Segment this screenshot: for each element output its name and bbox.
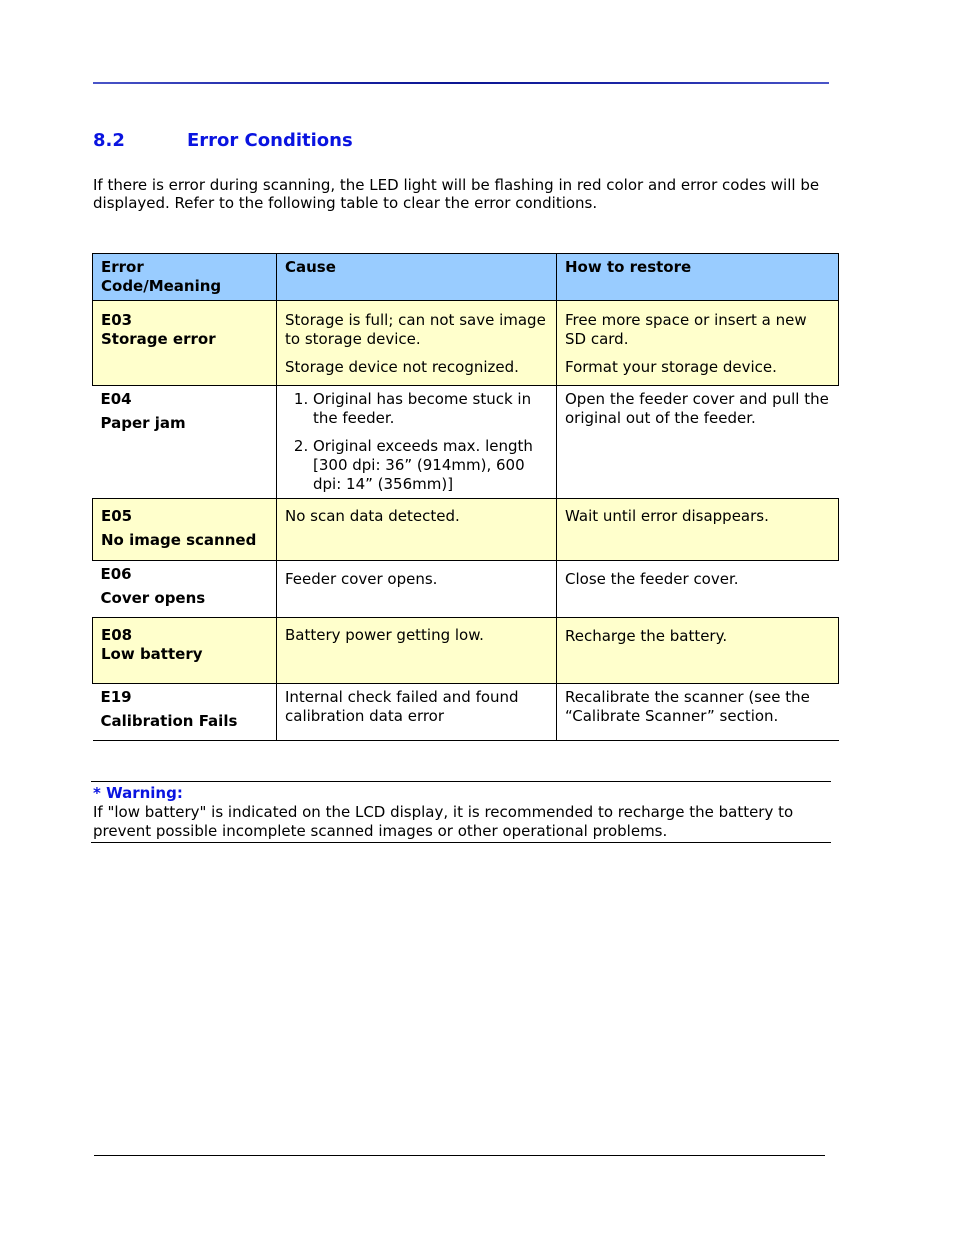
list-item: 1. Original has become stuck in the feeder. [313, 390, 548, 428]
error-code: E03 [101, 311, 133, 329]
header-how-to-restore: How to restore [557, 254, 839, 301]
restore-text: Open the feeder cover and pull the original out of the feeder. [565, 390, 829, 427]
cause-text: Feeder cover opens. [285, 570, 438, 588]
cause-cell [277, 499, 557, 561]
cause-list [285, 390, 548, 494]
section-number: 8.2 [93, 130, 125, 151]
cause-text: Internal check failed and found calibration data error [285, 688, 519, 725]
table-row-e04 [93, 386, 839, 499]
table-row-e19 [93, 684, 839, 741]
restore-cell [557, 618, 839, 684]
cause-cell [277, 618, 557, 684]
cause-cell [277, 301, 557, 386]
error-meaning: Calibration Fails [100, 712, 238, 730]
error-code: E04 [100, 390, 132, 408]
error-meaning: Storage error [101, 330, 216, 348]
table-row-e08 [93, 618, 839, 684]
error-table [92, 253, 839, 741]
error-code: E08 [101, 626, 133, 644]
restore-cell [557, 386, 839, 499]
header-error-code: Error Code/Meaning [93, 254, 277, 301]
restore-cell [557, 499, 839, 561]
section-heading [93, 130, 353, 151]
intro-paragraph: If there is error during scanning, the LED light will be flashing in red color and error codes will be displayed. Refer to the following table to clear the error conditions. [93, 176, 820, 212]
error-code-cell [93, 684, 277, 741]
list-item: 2. Original exceeds max. length [300 dpi: 36” (914mm), 600 dpi: 14” (356mm)] [313, 437, 548, 494]
cause-cell [277, 561, 557, 618]
header-rule [93, 82, 829, 84]
restore-text: Wait until error disappears. [565, 507, 769, 525]
table-row-e06 [93, 561, 839, 618]
warning-text: If "low battery" is indicated on the LCD display, it is recommended to recharge the battery to prevent possible incomplete scanned images or other operational problems. [93, 803, 794, 840]
cause-text: Storage device not recognized. [285, 358, 519, 376]
error-code: E05 [101, 507, 133, 525]
table-header-row [93, 254, 839, 301]
warning-title: * Warning: [93, 784, 183, 802]
cause-text: Battery power getting low. [285, 626, 484, 644]
error-code: E06 [100, 565, 132, 583]
restore-text: Recharge the battery. [565, 627, 728, 645]
error-code-cell [93, 618, 277, 684]
cause-text: Storage is full; can not save image to storage device. [285, 311, 546, 348]
section-title: Error Conditions [187, 130, 353, 151]
error-meaning: Low battery [101, 645, 203, 663]
warning-box [91, 781, 831, 843]
error-code-cell [93, 561, 277, 618]
footer-rule [94, 1155, 825, 1156]
error-meaning: No image scanned [101, 531, 257, 549]
error-code-cell [93, 301, 277, 386]
error-code: E19 [100, 688, 132, 706]
restore-text: Close the feeder cover. [565, 570, 739, 588]
restore-text: Format your storage device. [565, 358, 777, 376]
restore-text: Free more space or insert a new SD card. [565, 311, 807, 348]
error-meaning: Cover opens [100, 589, 206, 607]
error-meaning: Paper jam [100, 414, 186, 432]
restore-cell [557, 684, 839, 741]
table-row-e03 [93, 301, 839, 386]
cause-cell [277, 386, 557, 499]
restore-cell [557, 561, 839, 618]
table-row-e05 [93, 499, 839, 561]
error-code-cell [93, 499, 277, 561]
header-cause: Cause [277, 254, 557, 301]
error-code-cell [93, 386, 277, 499]
restore-text: Recalibrate the scanner (see the “Calibrate Scanner” section. [565, 688, 810, 725]
cause-cell [277, 684, 557, 741]
restore-cell [557, 301, 839, 386]
cause-text: No scan data detected. [285, 507, 460, 525]
